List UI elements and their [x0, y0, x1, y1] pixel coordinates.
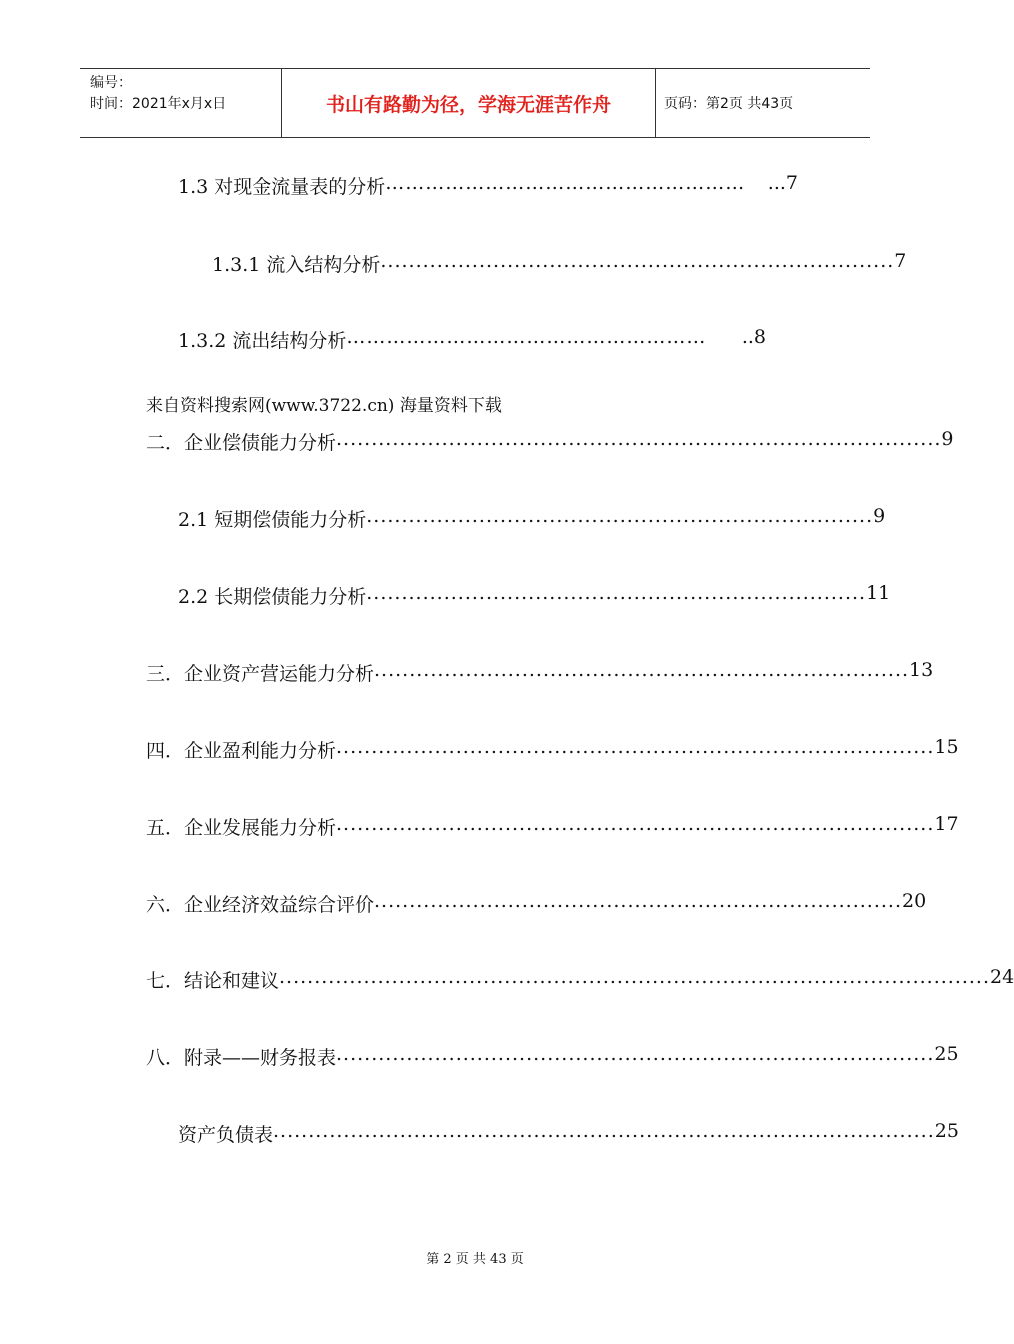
- toc-entry-page: 24: [990, 966, 1014, 988]
- toc-entry-title: 2.1 短期偿债能力分析: [178, 509, 367, 531]
- toc-entry-page: 13: [909, 659, 934, 681]
- document-time-label: 时间：2021年x月x日: [90, 96, 227, 112]
- toc-entry-title: 七．结论和建议: [146, 970, 280, 992]
- toc-entry-title: 八．附录——财务报表: [146, 1047, 337, 1069]
- toc-entry-title: 三．企业资产营运能力分析: [146, 663, 375, 685]
- toc-entry-leader: ......................................................................................: [336, 428, 942, 450]
- toc-entry-page: 25: [934, 1120, 959, 1142]
- toc-entry-page: 7: [894, 250, 907, 272]
- toc-entry-title: 1.3 对现金流量表的分析: [178, 176, 386, 198]
- toc-entry-chapter-2[interactable]: [146, 428, 954, 455]
- toc-entry-chapter-5[interactable]: [146, 813, 959, 840]
- document-number-label: 编号：: [90, 75, 132, 91]
- toc-entry-title: 1.3.2 流出结构分析: [178, 330, 347, 352]
- toc-entry-leader: ........................................................................: [366, 505, 874, 527]
- toc-entry-page: 17: [934, 813, 959, 835]
- toc-entry-1-3-1[interactable]: [212, 250, 907, 277]
- toc-entry-balance-sheet[interactable]: [178, 1120, 959, 1147]
- page-footer: 第 2 页 共 43 页: [426, 1252, 524, 1267]
- toc-entry-page: 9: [941, 428, 954, 450]
- toc-entry-leader: .....................................................................................: [336, 1043, 935, 1065]
- toc-entry-page: ...7: [767, 172, 798, 194]
- toc-entry-leader: ..............................................................................................: [273, 1120, 935, 1142]
- toc-entry-chapter-7[interactable]: [146, 966, 1014, 993]
- toc-entry-1-3[interactable]: [178, 172, 798, 199]
- toc-entry-title: 1.3.1 流入结构分析: [212, 254, 381, 276]
- toc-entry-leader: .....................................................................................: [336, 736, 935, 758]
- header-left-cell: [80, 69, 280, 137]
- toc-entry-chapter-6[interactable]: [146, 890, 927, 917]
- toc-entry-title: 2.2 长期偿债能力分析: [178, 586, 367, 608]
- toc-entry-1-3-2[interactable]: [178, 326, 766, 353]
- toc-entry-leader: .....................................................................................: [336, 813, 935, 835]
- toc-entry-title: 六．企业经济效益综合评价: [146, 894, 375, 916]
- toc-entry-page: 9: [873, 505, 886, 527]
- toc-entry-leader: .........................................................................: [380, 250, 895, 272]
- toc-entry-title: 四．企业盈利能力分析: [146, 740, 337, 762]
- page-header: [80, 68, 870, 138]
- toc-entry-chapter-3[interactable]: [146, 659, 934, 686]
- toc-entry-leader: ...........................................................................: [374, 890, 902, 912]
- toc-entry-leader: .......................................................................: [366, 582, 867, 604]
- toc-entry-title: 五．企业发展能力分析: [146, 817, 337, 839]
- header-page-info: 页码：第2页 共43页: [664, 96, 794, 112]
- toc-entry-title: 资产负债表: [178, 1124, 274, 1146]
- toc-entry-leader: .....................................................................................................: [279, 966, 991, 988]
- toc-entry-chapter-4[interactable]: [146, 736, 959, 763]
- toc-entry-page: 20: [901, 890, 927, 912]
- toc-entry-page: 25: [934, 1043, 959, 1065]
- source-note: 来自资料搜索网(www.3722.cn) 海量资料下载: [146, 396, 502, 416]
- toc-entry-page: ..8: [741, 326, 766, 348]
- toc-entry-page: 15: [934, 736, 959, 758]
- toc-entry-leader: ………………………………………………: [346, 326, 707, 348]
- toc-entry-2-1[interactable]: [178, 505, 886, 532]
- toc-entry-2-2[interactable]: [178, 582, 891, 609]
- toc-entry-leader: ............................................................................: [374, 659, 910, 681]
- toc-entry-title: 二．企业偿债能力分析: [146, 432, 337, 454]
- toc-entry-page: 11: [866, 582, 891, 604]
- toc-entry-leader: ………………………………………………: [385, 172, 746, 194]
- header-motto: 书山有路勤为径，学海无涯苦作舟: [281, 69, 656, 137]
- toc-entry-chapter-8[interactable]: [146, 1043, 959, 1070]
